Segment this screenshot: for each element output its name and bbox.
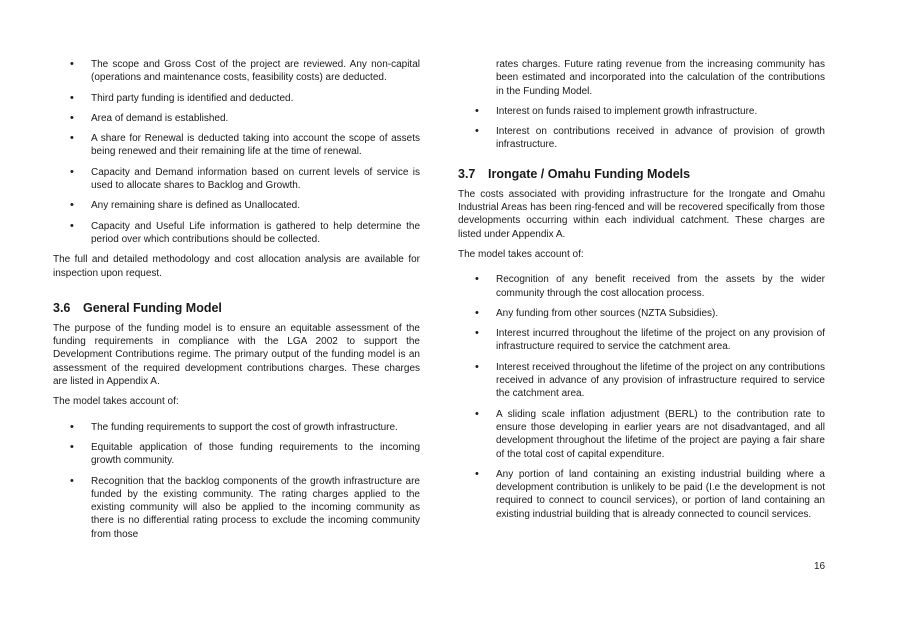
- list-item: • A share for Renewal is deducted taking into account the scope of assets being renewed and their remaining life at the time of renewal.: [53, 132, 420, 159]
- list-item: • Interest received throughout the lifetime of the project on any contributions received in advance of any provision of infrastructure required to service the catchment area.: [458, 361, 825, 401]
- list-item: • The funding requirements to support the cost of growth infrastructure.: [53, 421, 420, 434]
- section-heading-3-7: [458, 167, 825, 182]
- section-number: 3.7: [458, 166, 476, 181]
- section-title: General Funding Model: [83, 300, 222, 315]
- methodology-paragraph: The full and detailed methodology and cost allocation analysis are available for inspection upon request.: [53, 254, 420, 279]
- section-title: Irongate / Omahu Funding Models: [488, 166, 691, 181]
- section-heading-3-6: [53, 301, 420, 316]
- continuation-paragraph: rates charges. Future rating revenue from the increasing community has been estimated and incorporated into the calculation of the contributions in the Funding Model.: [496, 59, 825, 97]
- right-bullets-model: [458, 273, 825, 521]
- list-item: • Third party funding is identified and deducted.: [53, 92, 420, 105]
- model-intro-paragraph: The model takes account of:: [53, 396, 179, 408]
- right-column: [458, 58, 825, 528]
- list-item: • Recognition that the backlog components of the growth infrastructure are funded by the existing community. The rating charges applied to the existing community will also be applied to the incoming community as there is no differential rating process to exclude the incoming community from those: [53, 475, 420, 541]
- left-bullets-top: [53, 58, 420, 246]
- list-item: • Interest incurred throughout the lifetime of the project on any provision of infrastructure required to service the catchment area.: [458, 327, 825, 354]
- list-item: • Interest on funds raised to implement growth infrastructure.: [458, 105, 825, 118]
- right-bullets-top: [458, 105, 825, 152]
- list-item: • Any funding from other sources (NZTA Subsidies).: [458, 307, 825, 320]
- list-item: • Capacity and Demand information based on current levels of service is used to allocate shares to Backlog and Growth.: [53, 166, 420, 193]
- list-item: • The scope and Gross Cost of the project are reviewed. Any non-capital (operations and maintenance costs, feasibility costs) are deducted.: [53, 58, 420, 85]
- list-item: • Interest on contributions received in advance of provision of growth infrastructure.: [458, 125, 825, 152]
- list-item: • Recognition of any benefit received from the assets by the wider community through the cost allocation process.: [458, 273, 825, 300]
- list-item: • Any remaining share is defined as Unallocated.: [53, 199, 420, 212]
- list-item: • Area of demand is established.: [53, 112, 420, 125]
- costs-paragraph: The costs associated with providing infrastructure for the Irongate and Omahu Industrial Areas has been ring-fenced and will be recovered specifically from those developments occurring within each individual catchment. These charges are listed under Appendix A.: [458, 188, 825, 240]
- list-item: • A sliding scale inflation adjustment (BERL) to the contribution rate to ensure those developing in earlier years are not disadvantaged, and all development throughout the lifetime of the project are paying a fair share of the total cost of capital expenditure.: [458, 408, 825, 461]
- left-column: [53, 58, 420, 548]
- left-bullets-model: [53, 421, 420, 541]
- section-number: 3.6: [53, 300, 71, 315]
- list-item: • Equitable application of those funding requirements to the incoming growth community.: [53, 441, 420, 468]
- model-intro-paragraph: The model takes account of:: [458, 248, 584, 260]
- list-item: • Capacity and Useful Life information is gathered to help determine the period over which contributions should be collected.: [53, 220, 420, 247]
- page-number: 16: [814, 561, 826, 572]
- purpose-paragraph: The purpose of the funding model is to ensure an equitable assessment of the funding requirements in compliance with the LGA 2002 to support the Development Contributions regime. The primary output of the funding model is an assessment of the required development contributions charges. These charges are listed in Appendix A.: [53, 322, 420, 388]
- list-item: • Any portion of land containing an existing industrial building where a development contribution is unlikely to be paid (I.e the development is not required to connect to council services), or portion of land containing an existing industrial building that is already connected to council services.: [458, 468, 825, 521]
